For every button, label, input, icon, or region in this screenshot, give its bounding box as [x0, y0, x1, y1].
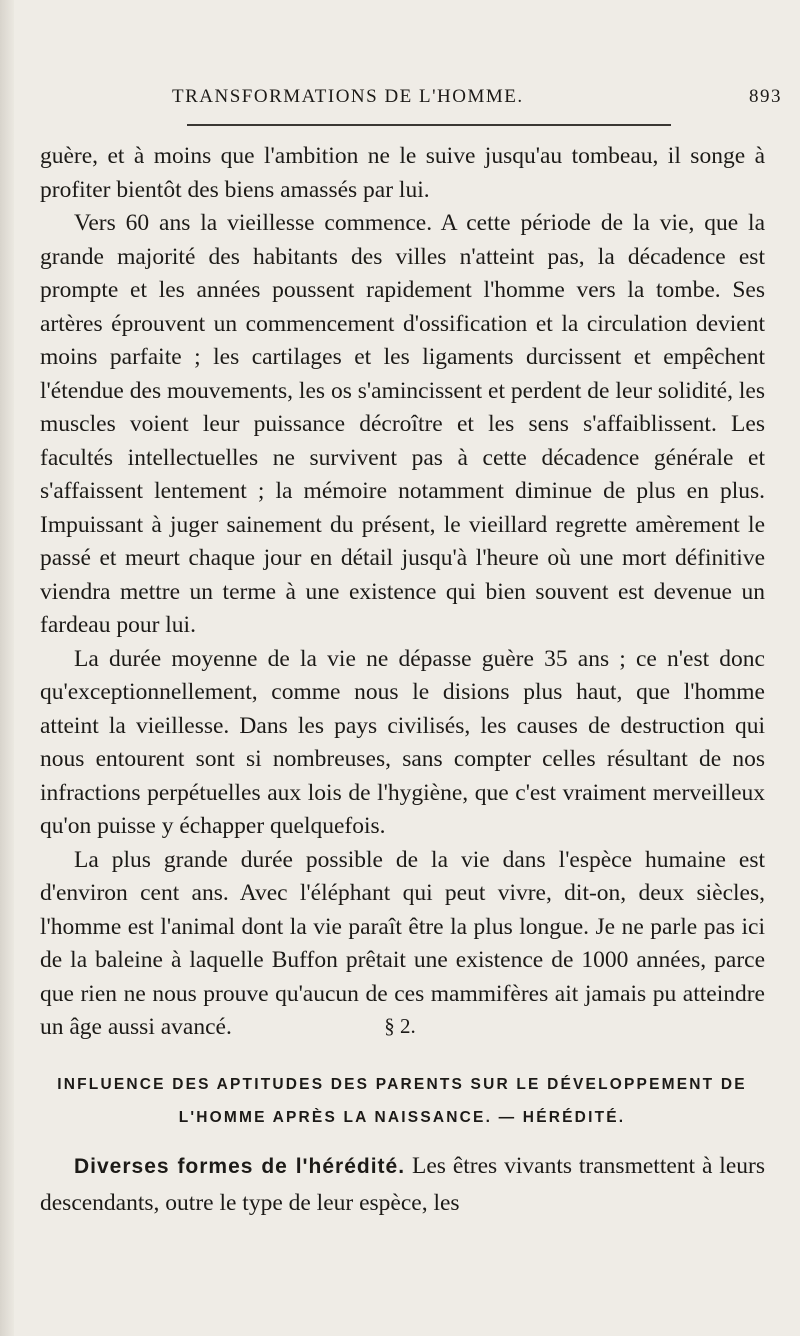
closing-text [40, 1148, 765, 1221]
running-header [172, 86, 782, 108]
paragraph-old-age: Vers 60 ans la vieillesse commence. A cette période de la vie, que la grande majorité des habitants des villes n'atteint pas, la décadence est prompte et les années poussent rapidement l'homme vers la tombe. Ses artères éprouvent un commencement d'ossification et la circulation devient moins parfaite ; les cartilages et les ligaments durcissent et empêchent l'étendue des mouvements, les os s'amincissent et perdent de leur solidité, les muscles voient leur puissance décroître et les sens s'affaiblissent. Les facultés intellectuelles ne survivent pas à cette décadence générale et s'affaissent lentement ; la mémoire notamment diminue de plus en plus. Impuissant à juger sainement du présent, le vieillard regrette amèrement le passé et meurt chaque jour en détail jusqu'à l'heure où une mort définitive viendra mettre un terme à une existence qui bien souvent est devenue un fardeau pour lui. [40, 210, 765, 638]
page-number: 893 [749, 86, 782, 107]
heredity-lead: Diverses formes de l'hérédité. [74, 1155, 406, 1178]
section-number: § 2. [384, 1014, 416, 1038]
paragraph-average-lifespan: La durée moyenne de la vie ne dépasse guère 35 ans ; ce n'est donc qu'exceptionnellement, comme nous le disions plus haut, que l'homme atteint la vieillesse. Dans les pays civilisés, les causes de destruction qui nous entourent sont si nombreuses, sans compter celles résultant de nos infractions perpétuelles aux lois de l'hygiène, que c'est vraiment merveilleux qu'on puisse y échapper quelquefois. [40, 645, 765, 839]
paragraph-heredity [40, 1148, 765, 1221]
page-gutter [0, 0, 14, 1336]
heredity-text: Les êtres vivants transmettent à leurs descendants, outre le type de leur espèce, les [40, 1153, 765, 1216]
header-rule [187, 124, 671, 126]
section-title [40, 1068, 764, 1134]
section-title-line-2: L'HOMME APRÈS LA NAISSANCE. — HÉRÉDITÉ. [178, 1109, 626, 1126]
paragraph-maximum-lifespan: La plus grande durée possible de la vie dans l'espèce humaine est d'environ cent ans. Avec l'éléphant qui peut vivre, dit-on, deux siècles, l'homme est l'animal dont la vie paraît être la plus longue. Je ne parle pas ici de la baleine à laquelle Buffon prêtait une existence de 1000 années, parce que rien ne nous prouve qu'aucun de ces mammifères ait jamais pu atteindre un âge aussi avancé. [40, 846, 765, 1040]
header-title: TRANSFORMATIONS DE L'HOMME. [172, 86, 524, 107]
paragraph-continued: guère, et à moins que l'ambition ne le suive jusqu'au tombeau, il songe à profiter bientôt des biens amassés par lui. [40, 143, 765, 203]
body-text [40, 140, 765, 1045]
section-title-line-1: INFLUENCE DES APTITUDES DES PARENTS SUR LE DÉVELOPPEMENT DE [57, 1076, 747, 1093]
